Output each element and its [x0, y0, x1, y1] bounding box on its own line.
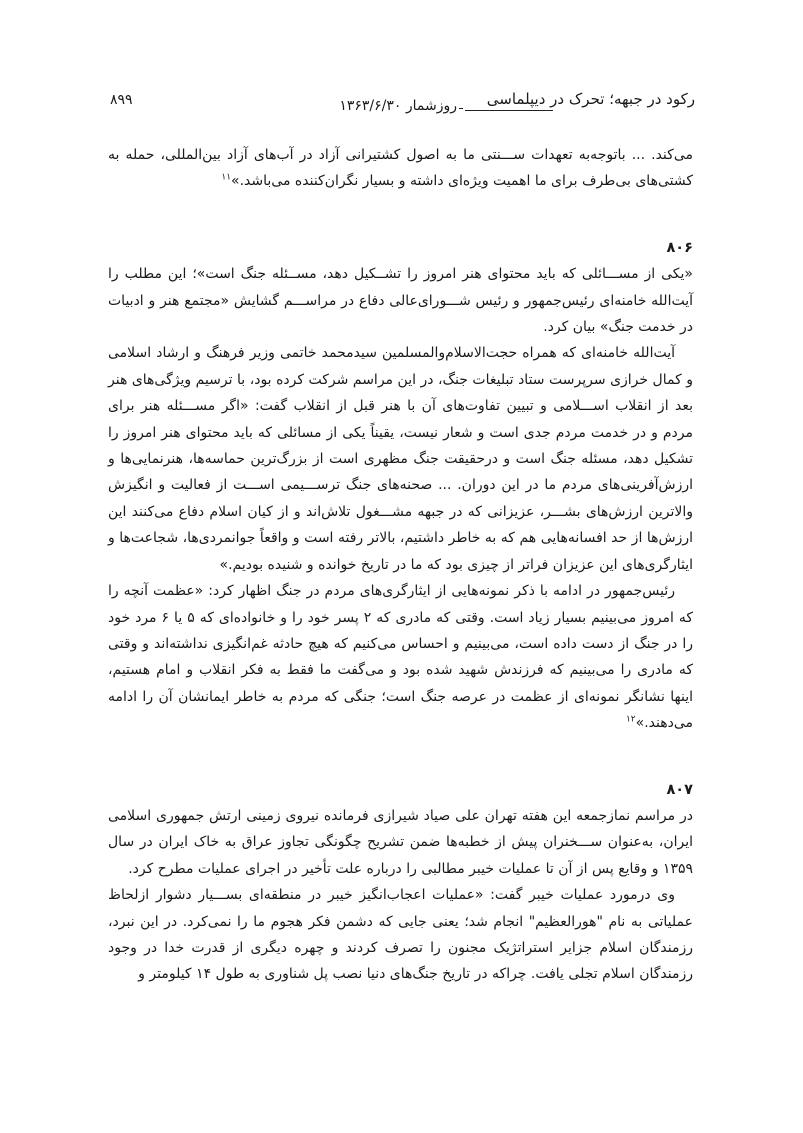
- running-header: [110, 88, 695, 118]
- header-rule: [465, 110, 553, 111]
- date-line: روزشمار ۱۳۶۳/۶/۳۰: [339, 98, 457, 114]
- section-number-807: ۸۰۷: [666, 781, 693, 798]
- chapter-title: رکود در جبهه؛ تحرک در دیپلماسی: [486, 90, 695, 108]
- footnote-marker: ۱۱: [221, 172, 232, 183]
- section-spacer: [108, 737, 693, 777]
- intro-text: می‌کند. ... باتوجه‌به تعهدات ســـنتی ما به اصول کشتیرانی آزاد در آب‌های آزاد بین‌المللی، حمله به کشتی‌های بی‌طرف برای ما اهمیت ویژه‌ای داشته و بسیار نگران‌کننده می‌باشد.»: [108, 147, 693, 190]
- paragraph: آیت‌الله خامنه‌ای که همراه حجت‌الاسلام‌والمسلمین سیدمحمد خاتمی وزیر فرهنگ و ارشاد اسلامی و کمال خرازی سرپرست ستاد تبلیغات جنگ، در این مراسم شرکت کرده بود، با ترسیم ویژگی‌های هنر بعد از انقلاب اســـلامی و تبیین تفاوت‌های آن با هنر قبل از انقلاب گفت: «اگر مســـئله هنر برای مردم و در خدمت مردم جدی است و شعار نیست، یقیناً یکی از مسائلی که باید محتوای هنر امروز را تشکیل دهد، مسئله جنگ است و درحقیقت جنگ مظهری است از بزرگ‌ترین حماسه‌ها، هنرنمایی‌ها و ارزش‌آفرینی‌های مردم ما در این دوران. ... صحنه‌های جنگ ترســـیمی اســـت از فعالیت و انگیزش والاترین ارزش‌های بشـــر، عزیزانی که در جبهه مشـــغول تلاش‌اند و از کیان اسلام دفاع می‌کنند این ارزش‌ها از حد افسانه‌هایی هم که به خاطر داشتیم، بالاتر رفته است و واقعاً جوانمردی‌ها، شجاعت‌ها و ایثارگری‌های این عزیزان فراتر از چیزی بود که ما در تاریخ خوانده و شنیده بودیم.»: [108, 345, 693, 573]
- paragraph: وی درمورد عملیات خیبر گفت: «عملیات اعجاب‌انگیز خیبر در منطقه‌ای بســـیار دشوار ازلحاظ عملیاتی به نام "هورالعظیم" انجام شد؛ یعنی جایی که دشمن فکر هجوم ما را نمی‌کرد. در این نبرد، رزمندگان اسلام جزایر استراتژیک مجنون را تصرف کردند و چهره دیگری از قدرت خدا در وجود رزمندگان اسلام تجلی یافت. چراکه در تاریخ جنگ‌های دنیا نصب پل شناوری به طول ۱۴ کیلومتر و: [108, 887, 693, 983]
- paragraph: «یکی از مســـائلی که باید محتوای هنر امروز را تشــکیل دهد، مســئله جنگ است»؛ این مطلب را آیت‌الله خامنه‌ای رئیس‌جمهور و رئیس شـــورای‌عالی دفاع در مراســـم گشایش «مجتمع هنر و ادبیات در خدمت جنگ» بیان کرد.: [108, 266, 693, 336]
- body-text: [108, 142, 693, 988]
- paragraph: [108, 578, 693, 736]
- section-number-806: ۸۰۶: [666, 239, 693, 256]
- paragraph-text: رئیس‌جمهور در ادامه با ذکر نمونه‌هایی از ایثارگری‌های مردم در جنگ اظهار کرد: «عظمت آنچه را که امروز می‌بینیم بسیار زیاد است. وقتی که مادری که ۲ پسر خود را و خانواده‌ای که ۵ یا ۶ مرد خود را در جنگ از دست داده است، می‌بینیم و احساس می‌کنیم که هیچ حادثه غم‌انگیزی نداشته‌اند و وقتی که مادری را می‌بینیم که فرزندش شهید شده بود و می‌گفت ما فقط به فکر انقلاب و امام هستیم، اینها نشانگر نمونه‌ای از عظمت در عرصه جنگ است؛ جنگی که مردم به خاطر ایمانشان آن را ادامه می‌دهند.»: [108, 583, 693, 732]
- section-spacer: [108, 195, 693, 235]
- paragraph: در مراسم نمازجمعه این هفته تهران علی صیاد شیرازی فرمانده نیروی زمینی ارتش جمهوری اسلامی ایران، به‌عنوان ســـخنران پیش از خطبه‌ها ضمن تشریح چگونگی تجاوز عراق به خاک ایران در سال ۱۳۵۹ و وقایع پس از آن تا عملیات خیبر مطالبی را درباره علت تأخیر در اجرای عملیات مطرح کرد.: [108, 807, 693, 877]
- page-number: ۸۹۹: [110, 92, 133, 108]
- footnote-marker: ۱۲: [625, 714, 636, 725]
- header-rule: [459, 108, 463, 109]
- intro-paragraph: [108, 142, 693, 195]
